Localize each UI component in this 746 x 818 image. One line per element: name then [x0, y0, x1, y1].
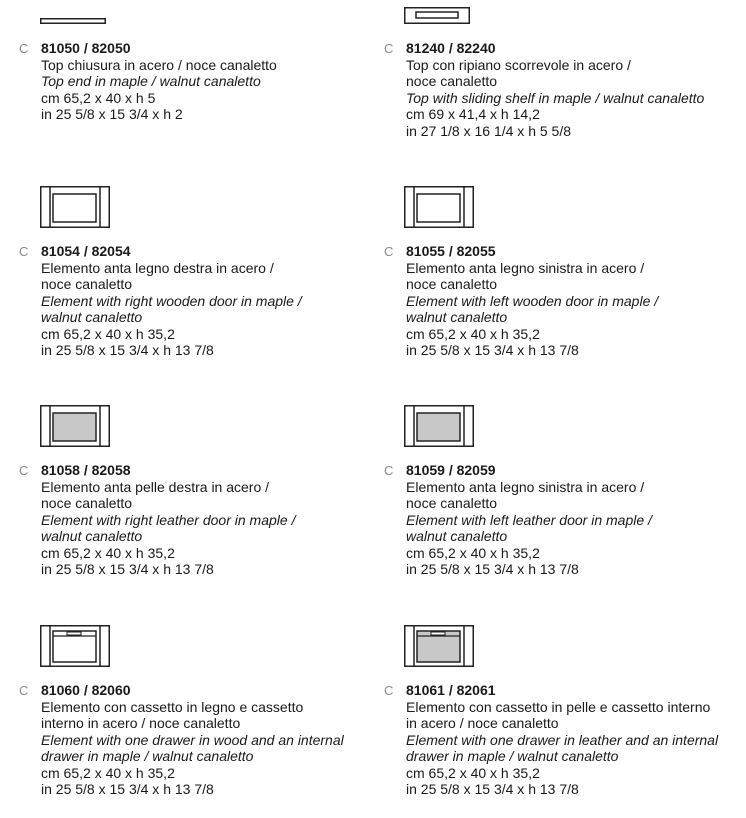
item-marker: C	[384, 244, 394, 259]
item-marker: C	[19, 244, 29, 259]
product-code: 81240 / 82240	[406, 40, 496, 56]
product-code: 81061 / 82061	[406, 682, 496, 698]
english-description: walnut canaletto	[41, 528, 143, 544]
product-code: 81060 / 82060	[41, 682, 131, 698]
dimensions-in: in 25 5/8 x 15 3/4 x h 13 7/8	[41, 781, 214, 797]
italian-description: in acero / noce canaletto	[406, 715, 559, 731]
dimensions-cm: cm 65,2 x 40 x h 35,2	[406, 764, 540, 781]
dimensions-in: in 27 1/8 x 16 1/4 x h 5 5/8	[406, 122, 572, 139]
italian-description: Top con ripiano scorrevole in acero /	[406, 56, 631, 73]
dimensions-in: in 25 5/8 x 15 3/4 x h 13 7/8	[406, 781, 579, 797]
italian-description: Elemento anta legno sinistra in acero /	[406, 259, 645, 276]
italian-description: noce canaletto	[406, 495, 498, 511]
item-marker: C	[19, 463, 29, 478]
item-marker: C	[19, 683, 29, 698]
dimensions-in: in 25 5/8 x 15 3/4 x h 13 7/8	[41, 342, 214, 358]
italian-description: Elemento anta pelle destra in acero /	[41, 478, 270, 495]
dimensions-cm: cm 65,2 x 40 x h 35,2	[41, 764, 175, 781]
italian-description: interno in acero / noce canaletto	[41, 715, 241, 731]
italian-description: Elemento anta legno sinistra in acero /	[406, 478, 645, 495]
english-description: Top with sliding shelf in maple / walnut canaletto	[406, 89, 705, 106]
english-description: Element with left wooden door in maple /	[406, 292, 659, 309]
italian-description: Elemento anta legno destra in acero /	[41, 259, 274, 276]
dimensions-in: in 25 5/8 x 15 3/4 x h 2	[41, 106, 183, 122]
item-marker: C	[384, 463, 394, 478]
dimensions-in: in 25 5/8 x 15 3/4 x h 13 7/8	[406, 342, 579, 358]
dimensions-in: in 25 5/8 x 15 3/4 x h 13 7/8	[406, 561, 579, 577]
wood-drawer-element-drawing	[40, 625, 110, 667]
italian-description: Elemento con cassetto in pelle e cassetto interno	[406, 698, 711, 715]
english-description: Element with left leather door in maple /	[406, 511, 652, 528]
right-leather-door-drawing	[40, 405, 110, 447]
english-description: Element with right wooden door in maple /	[41, 292, 302, 309]
dimensions-cm: cm 65,2 x 40 x h 5	[41, 89, 156, 106]
english-description: drawer in maple / walnut canaletto	[41, 748, 254, 764]
product-code: 81050 / 82050	[41, 40, 131, 56]
dimensions-cm: cm 69 x 41,4 x h 14,2	[406, 106, 540, 122]
dimensions-cm: cm 65,2 x 40 x h 35,2	[41, 325, 175, 342]
leather-drawer-element-drawing	[404, 625, 474, 667]
item-marker: C	[384, 683, 394, 698]
english-description: walnut canaletto	[41, 309, 143, 325]
product-code: 81055 / 82055	[406, 243, 496, 259]
dimensions-cm: cm 65,2 x 40 x h 35,2	[406, 544, 540, 561]
english-description: walnut canaletto	[406, 309, 508, 325]
left-wooden-door-drawing	[404, 186, 474, 228]
dimensions-cm: cm 65,2 x 40 x h 35,2	[41, 544, 175, 561]
english-description: Element with one drawer in wood and an internal	[41, 731, 344, 748]
english-description: drawer in maple / walnut canaletto	[406, 748, 619, 764]
dimensions-in: in 25 5/8 x 15 3/4 x h 13 7/8	[41, 561, 214, 577]
english-description: Element with right leather door in maple /	[41, 511, 296, 528]
right-wooden-door-drawing	[40, 186, 110, 228]
item-marker: C	[19, 41, 29, 56]
italian-description: noce canaletto	[41, 276, 133, 292]
italian-description: noce canaletto	[41, 495, 133, 511]
italian-description: Top chiusura in acero / noce canaletto	[41, 56, 277, 73]
left-leather-door-drawing	[404, 405, 474, 447]
italian-description: Elemento con cassetto in legno e cassetto	[41, 698, 304, 715]
sliding-shelf-top-drawing	[404, 7, 470, 25]
item-marker: C	[384, 41, 394, 56]
dimensions-cm: cm 65,2 x 40 x h 35,2	[406, 325, 540, 342]
english-description: walnut canaletto	[406, 528, 508, 544]
product-code: 81058 / 82058	[41, 462, 131, 478]
product-code: 81054 / 82054	[41, 243, 131, 259]
italian-description: noce canaletto	[406, 73, 498, 89]
english-description: Top end in maple / walnut canaletto	[41, 73, 261, 89]
product-code: 81059 / 82059	[406, 462, 496, 478]
english-description: Element with one drawer in leather and an internal	[406, 731, 719, 748]
italian-description: noce canaletto	[406, 276, 498, 292]
top-end-drawing	[40, 14, 106, 24]
